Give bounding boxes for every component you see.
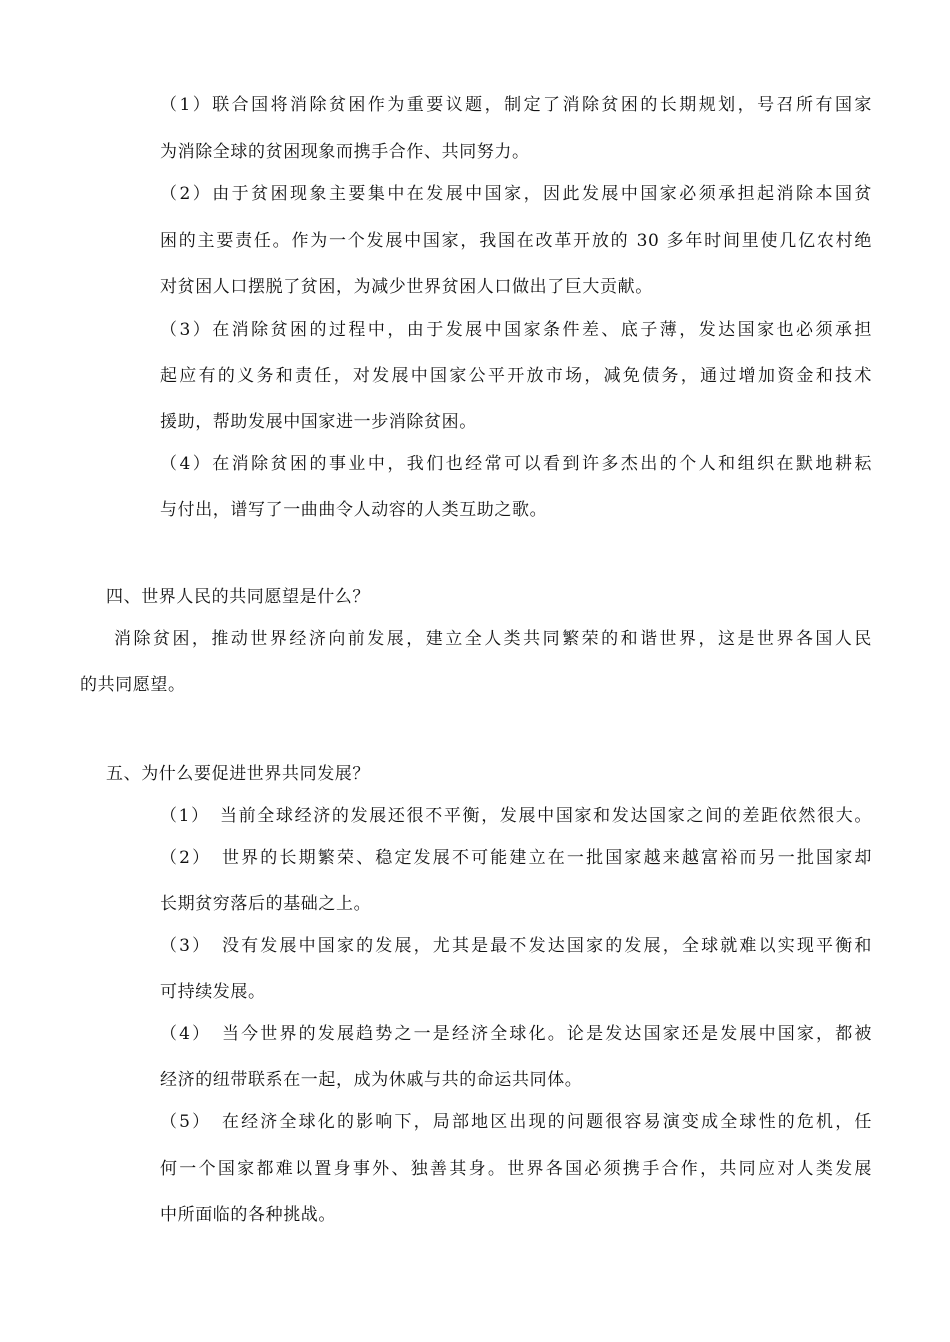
paragraph-line: （4） 当今世界的发展趋势之一是经济全球化。论是发达国家还是发展中国家，都被: [160, 1024, 872, 1044]
section4-heading: 四、世界人民的共同愿望是什么？: [106, 587, 370, 607]
paragraph-line: 为消除全球的贫困现象而携手合作、共同努力。: [160, 142, 530, 162]
paragraph-line: （5） 在经济全球化的影响下，局部地区出现的问题很容易演变成全球性的危机，任: [160, 1112, 872, 1132]
paragraph-line: 可持续发展。: [160, 982, 266, 1002]
paragraph-line: （4）在消除贫困的事业中，我们也经常可以看到许多杰出的个人和组织在默地耕耘: [160, 454, 872, 474]
section5-heading: 五、为什么要促进世界共同发展？: [106, 764, 370, 784]
paragraph-line: （3） 没有发展中国家的发展，尤其是最不发达国家的发展，全球就难以实现平衡和: [160, 936, 872, 956]
paragraph-line: 何一个国家都难以置身事外、独善其身。世界各国必须携手合作，共同应对人类发展: [160, 1159, 872, 1179]
paragraph-line: 对贫困人口摆脱了贫困，为减少世界贫困人口做出了巨大贡献。: [160, 277, 653, 297]
paragraph-line: 消除贫困，推动世界经济向前发展，建立全人类共同繁荣的和谐世界，这是世界各国人民: [114, 629, 872, 649]
paragraph-line: （3）在消除贫困的过程中，由于发展中国家条件差、底子薄，发达国家也必须承担: [160, 320, 872, 340]
paragraph-line: （2）由于贫困现象主要集中在发展中国家，因此发展中国家必须承担起消除本国贫: [160, 184, 872, 204]
paragraph-line: 经济的纽带联系在一起，成为休戚与共的命运共同体。: [160, 1070, 583, 1090]
paragraph-line: 与付出，谱写了一曲曲令人动容的人类互助之歌。: [160, 500, 548, 520]
paragraph-line: （2） 世界的长期繁荣、稳定发展不可能建立在一批国家越来越富裕而另一批国家却: [160, 848, 872, 868]
paragraph-line: 起应有的义务和责任，对发展中国家公平开放市场，减免债务，通过增加资金和技术: [160, 366, 872, 386]
paragraph-line: （1） 当前全球经济的发展还很不平衡，发展中国家和发达国家之间的差距依然很大。: [160, 806, 872, 826]
paragraph-line: 长期贫穷落后的基础之上。: [160, 894, 372, 914]
paragraph-line: 援助，帮助发展中国家进一步消除贫困。: [160, 412, 477, 432]
paragraph-line: 困的主要责任。作为一个发展中国家，我国在改革开放的 30 多年时间里使几亿农村绝: [160, 231, 872, 251]
paragraph-line: （1）联合国将消除贫困作为重要议题，制定了消除贫困的长期规划，号召所有国家: [160, 95, 872, 115]
paragraph-line: 中所面临的各种挑战。: [160, 1205, 336, 1225]
paragraph-line: 的共同愿望。: [80, 675, 186, 695]
